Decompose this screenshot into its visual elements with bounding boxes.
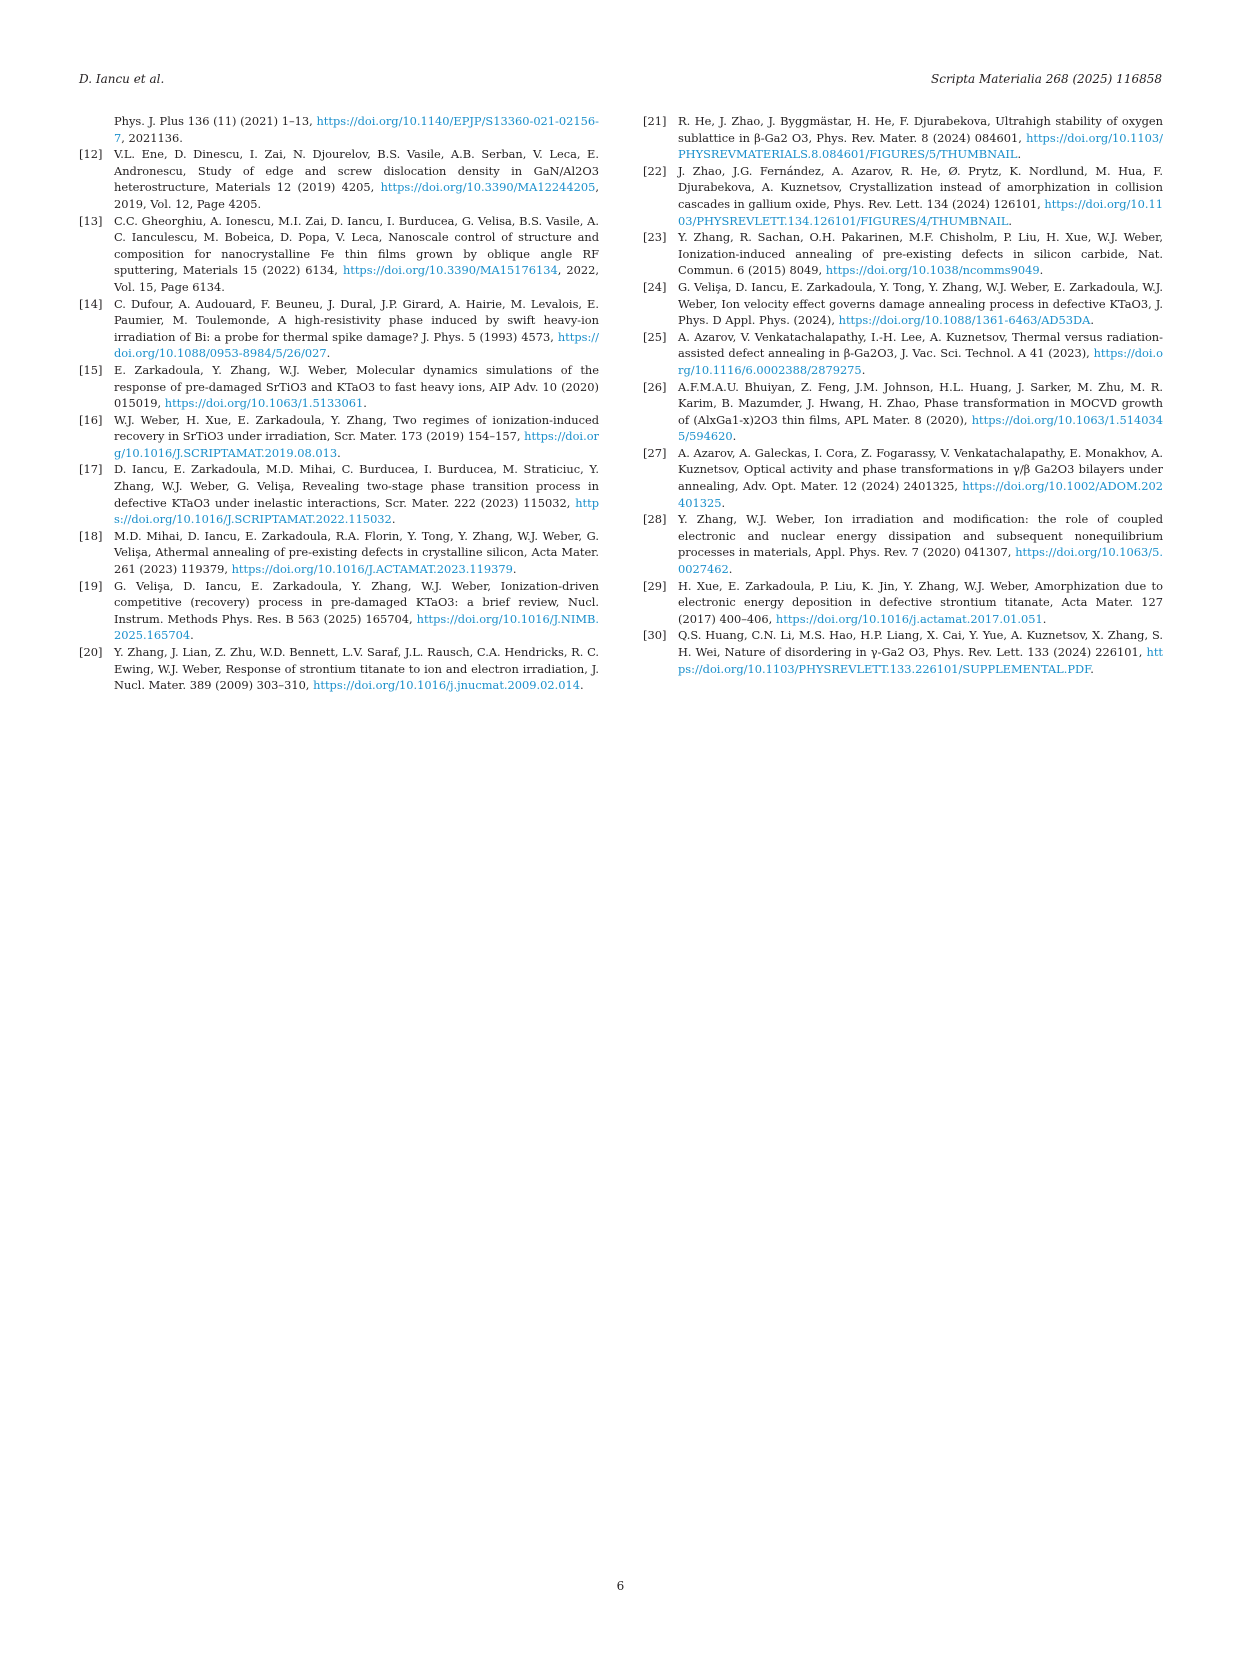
doi-link[interactable]: https://doi.org/10.1016/j.jnucmat.2009.02.014 (313, 678, 580, 693)
reference-text: M.D. Mihai, D. Iancu, E. Zarkadoula, R.A. Florin, Y. Tong, Y. Zhang, W.J. Weber, G. Velişa, Athermal annealing of pre-existing defects in crystalline silicon, Acta Mater. 261 (2023) 119379, (114, 528, 599, 577)
reference-text: W.J. Weber, H. Xue, E. Zarkadoula, Y. Zhang, Two regimes of ionization-induced recovery in SrTiO3 under irradiation, Scr. Mater. 173 (2019) 154–157, (114, 412, 599, 444)
reference-text: Q.S. Huang, C.N. Li, M.S. Hao, H.P. Liang, X. Cai, Y. Yue, A. Kuznetsov, X. Zhang, S. H. Wei, Nature of disordering in γ-Ga2 O3, Phys. Rev. Lett. 133 (2024) 226101, (678, 628, 1163, 659)
reference-item (79, 146, 599, 212)
reference-suffix: . (326, 346, 331, 361)
reference-text: R. He, J. Zhao, J. Byggmästar, H. He, F. Djurabekova, Ultrahigh stability of oxygen sublattice in β-Ga2 O3, Phys. Rev. Mater. 8 (2024) 084601, (678, 114, 1163, 145)
reference-item (643, 379, 1163, 445)
reference-item (643, 511, 1163, 577)
reference-suffix: . (721, 495, 726, 510)
reference-item (79, 578, 599, 644)
reference-suffix: , 2021136. (121, 130, 183, 145)
reference-number: [30] (643, 628, 667, 643)
reference-number: [12] (79, 147, 103, 162)
reference-number: [13] (79, 213, 103, 228)
reference-item (79, 412, 599, 462)
doi-link[interactable]: https://doi.org/10.1063/1.5133061 (164, 396, 364, 411)
doi-link[interactable]: https://doi.org/10.1140/EPJP/S13360-021-02156-7 (114, 114, 599, 145)
doi-link[interactable]: https://doi.org/10.1088/1361-6463/AD53DA (838, 313, 1091, 328)
reference-suffix: , 2022, Vol. 15, Page 6134. (114, 263, 599, 294)
reference-suffix: . (861, 362, 866, 377)
doi-link[interactable]: https://doi.org/10.1103/PHYSREVMATERIALS.8.084601/FIGURES/5/THUMBNAIL (678, 130, 1163, 162)
reference-number: [28] (643, 512, 667, 527)
reference-suffix: . (391, 512, 396, 527)
reference-suffix: . (579, 678, 584, 693)
reference-number: [14] (79, 296, 103, 311)
doi-link[interactable]: https://doi.org/10.1016/J.SCRIPTAMAT.2022.115032 (114, 495, 599, 527)
reference-number: [21] (643, 114, 667, 128)
reference-item (79, 296, 599, 362)
reference-text: J. Zhao, J.G. Fernández, A. Azarov, R. He, Ø. Prytz, K. Nordlund, M. Hua, F. Djurabekova, A. Kuznetsov, Crystallization instead of amorphization in collision cascades in gallium oxide, Phys. Rev. Lett. 134 (2024) 126101, (678, 163, 1163, 211)
reference-text: C.C. Gheorghiu, A. Ionescu, M.I. Zai, D. Iancu, I. Burducea, G. Velisa, B.S. Vasile, A. C. Ianculescu, M. Bobeica, D. Popa, V. Leca, Nanoscale control of structure and composition for nanocrystalline Fe thin films grown by oblique angle RF sputtering, Materials 15 (2022) 6134, (114, 213, 599, 278)
reference-item (643, 578, 1163, 628)
doi-link[interactable]: https://doi.org/10.1116/6.0002388/2879275 (678, 346, 1163, 377)
reference-item (643, 163, 1163, 229)
reference-number: [18] (79, 528, 103, 543)
reference-text: H. Xue, E. Zarkadoula, P. Liu, K. Jin, Y. Zhang, W.J. Weber, Amorphization due to electronic energy deposition in defective strontium titanate, Acta Mater. 127 (2017) 400–406, (678, 578, 1163, 626)
reference-item (643, 445, 1163, 511)
reference-number: [25] (643, 329, 667, 344)
reference-text: C. Dufour, A. Audouard, F. Beuneu, J. Dural, J.P. Girard, A. Hairie, M. Levalois, E. Paumier, M. Toulemonde, A high-resistivity phase induced by swift heavy-ion irradiation of Bi: a probe for thermal spike damage? J. Phys. 5 (1993) 4573, (114, 296, 599, 344)
references-column-left (79, 113, 599, 694)
reference-item (643, 627, 1163, 677)
reference-text: A.F.M.A.U. Bhuiyan, Z. Feng, J.M. Johnson, H.L. Huang, J. Sarker, M. Zhu, M. R. Karim, B. Mazumder, J. Hwang, H. Zhao, Phase transformation in MOCVD growth of (AlxGa1-x)2O3 thin films, APL Mater. 8 (2020), (678, 379, 1163, 427)
reference-number: [16] (79, 412, 103, 427)
reference-text: A. Azarov, V. Venkatachalapathy, I.-H. Lee, A. Kuznetsov, Thermal versus radiation-assisted defect annealing in β-Ga2O3, J. Vac. Sci. Technol. A 41 (2023), (678, 329, 1163, 361)
reference-item (79, 113, 599, 146)
reference-text: V.L. Ene, D. Dinescu, I. Zai, N. Djourelov, B.S. Vasile, A.B. Serban, V. Leca, E. Andronescu, Study of edge and screw dislocation density in GaN/Al2O3 heterostructure, Materials 12 (2019) 4205, (114, 147, 599, 195)
reference-item (643, 113, 1163, 163)
reference-suffix: . (728, 562, 733, 577)
reference-item (79, 213, 599, 296)
reference-suffix: . (1017, 147, 1022, 162)
references-column-right (643, 113, 1163, 677)
reference-text: Y. Zhang, J. Lian, Z. Zhu, W.D. Bennett, L.V. Saraf, J.L. Rausch, C.A. Hendricks, R. C. Ewing, W.J. Weber, Response of strontium titanate to ion and electron irradiation, J. Nucl. Mater. 389 (2009) 303–310, (114, 645, 599, 693)
reference-text: Phys. J. Plus 136 (11) (2021) 1–13, (114, 114, 317, 128)
doi-link[interactable]: https://doi.org/10.1103/PHYSREVLETT.133.226101/SUPPLEMENTAL.PDF (678, 645, 1163, 676)
doi-link[interactable]: https://doi.org/10.1016/J.NIMB.2025.165704 (114, 611, 599, 643)
doi-link[interactable]: https://doi.org/10.1088/0953-8984/5/26/027 (114, 329, 599, 361)
reference-suffix: . (1090, 661, 1094, 676)
reference-suffix: . (363, 396, 367, 411)
reference-number: [27] (643, 445, 667, 460)
reference-suffix: . (732, 429, 737, 444)
reference-text: A. Azarov, A. Galeckas, I. Cora, Z. Fogarassy, V. Venkatachalapathy, E. Monakhov, A. Kuznetsov, Optical activity and phase transformations in γ/β Ga2O3 bilayers under annealing, Adv. Opt. Mater. 12 (2024) 2401325, (678, 445, 1163, 494)
reference-suffix: . (1039, 263, 1044, 278)
reference-text: Y. Zhang, R. Sachan, O.H. Pakarinen, M.F. Chisholm, P. Liu, H. Xue, W.J. Weber, Ionization-induced annealing of pre-existing defects in silicon carbide, Nat. Commun. 6 (2015) 8049, (678, 230, 1163, 278)
doi-link[interactable]: https://doi.org/10.1016/j.actamat.2017.01.051 (775, 611, 1043, 626)
reference-suffix: . (1042, 611, 1047, 626)
reference-item (643, 279, 1163, 329)
doi-link[interactable]: https://doi.org/10.1002/ADOM.202401325 (678, 479, 1163, 510)
reference-item (643, 229, 1163, 279)
running-header-journal: Scripta Materialia 268 (2025) 116858 (931, 72, 1162, 86)
reference-text: G. Velişa, D. Iancu, E. Zarkadoula, Y. Tong, Y. Zhang, W.J. Weber, E. Zarkadoula, W.J. Weber, Ion velocity effect governs damage annealing process in defective KTaO3, J. Phys. D Appl. Phys. (2024), (678, 279, 1163, 328)
reference-number: [19] (79, 578, 103, 593)
running-header-authors: D. Iancu et al. (79, 72, 165, 86)
reference-number: [26] (643, 379, 667, 394)
reference-item (79, 362, 599, 412)
reference-suffix: . (1090, 313, 1095, 328)
doi-link[interactable]: https://doi.org/10.3390/MA15176134 (342, 263, 558, 278)
doi-link[interactable]: https://doi.org/10.1063/5.0027462 (678, 545, 1163, 577)
reference-item (79, 644, 599, 694)
reference-number: [22] (643, 163, 667, 178)
reference-number: [20] (79, 645, 103, 659)
doi-link[interactable]: https://doi.org/10.1103/PHYSREVLETT.134.126101/FIGURES/4/THUMBNAIL (678, 196, 1163, 228)
reference-text: D. Iancu, E. Zarkadoula, M.D. Mihai, C. Burducea, I. Burducea, M. Straticiuc, Y. Zhang, W.J. Weber, G. Velişa, Revealing two-stage phase transition process in defective KTaO3 under inelastic interactions, Scr. Mater. 222 (2023) 115032, (114, 462, 599, 510)
reference-text: Y. Zhang, W.J. Weber, Ion irradiation and modification: the role of coupled electronic and nuclear energy dissipation and subsequent nonequilibrium processes in materials, Appl. Phys. Rev. 7 (2020) 041307, (678, 512, 1163, 560)
doi-link[interactable]: https://doi.org/10.1063/1.5140345/594620 (678, 412, 1163, 444)
reference-suffix: . (337, 445, 341, 460)
reference-number: [24] (643, 279, 667, 294)
reference-number: [23] (643, 230, 667, 245)
reference-item (643, 329, 1163, 379)
reference-suffix: . (190, 628, 194, 643)
reference-suffix: . (512, 562, 517, 577)
doi-link[interactable]: https://doi.org/10.1016/J.SCRIPTAMAT.2019.08.013 (114, 429, 599, 460)
reference-suffix: . (1008, 213, 1013, 228)
reference-number: [15] (79, 362, 103, 377)
reference-number: [17] (79, 462, 103, 477)
reference-item (79, 528, 599, 578)
reference-text: G. Velişa, D. Iancu, E. Zarkadoula, Y. Zhang, W.J. Weber, Ionization-driven competitive (recovery) process in pre-damaged KTaO3: a brief review, Nucl. Instrum. Methods Phys. Res. B 563 (2025) 165704, (114, 578, 599, 626)
doi-link[interactable]: https://doi.org/10.1016/J.ACTAMAT.2023.119379 (231, 562, 513, 577)
doi-link[interactable]: https://doi.org/10.3390/MA12244205 (380, 180, 596, 195)
doi-link[interactable]: https://doi.org/10.1038/ncomms9049 (825, 263, 1040, 278)
page-number: 6 (616, 1579, 625, 1593)
reference-text: E. Zarkadoula, Y. Zhang, W.J. Weber, Molecular dynamics simulations of the response of pre-damaged SrTiO3 and KTaO3 to fast heavy ions, AIP Adv. 10 (2020) 015019, (114, 362, 599, 411)
reference-suffix: , 2019, Vol. 12, Page 4205. (114, 180, 599, 211)
reference-number: [29] (643, 578, 667, 593)
reference-item (79, 461, 599, 527)
